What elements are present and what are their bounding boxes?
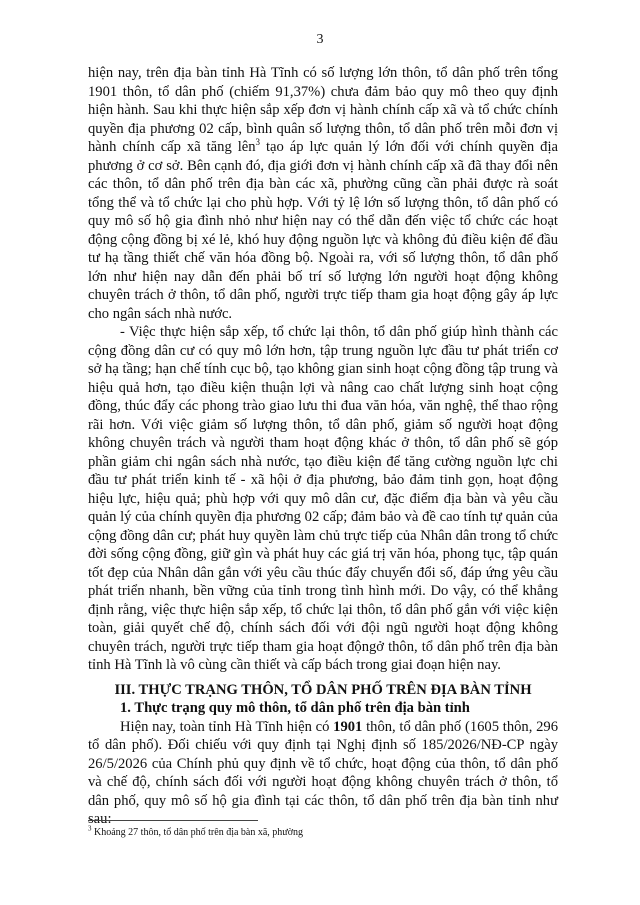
paragraph-benefits: - Việc thực hiện sắp xếp, tổ chức lại thôn, tổ dân phố giúp hình thành các cộng đồng dân cư có quy mô lớn hơn, tập trung nguồn lực đầu tư phát triển cơ sở hạ tầng; hạn chế tính cục bộ, tạo không gian sinh hoạt cộng đồng tập trung và hiệu quả hơn, tạo điều kiện thuận lợi và nâng cao chất lượng sinh hoạt cộng đồng, thúc đẩy các phong trào giao lưu thi đua văn hóa, văn nghệ, thể thao rộng rãi hơn. Với việc giảm số lượng thôn, tổ dân phố, giảm số người hoạt động không chuyên trách và người tham hoạt động khác ở thôn, tổ dân phố sẽ góp phần giảm chi ngân sách nhà nước, tạo điều kiện để tăng cường nguồn lực chi đầu tư phát triển kinh tế - xã hội ở địa phương, bảo đảm tinh gọn, hoạt động hiệu lực, hiệu quả; phù hợp với quy mô dân cư, đặc điểm địa bàn và yêu cầu quản lý của chính quyền địa phương 02 cấp; đảm bảo và đề cao tính tự quản của cộng đồng dân cư; phát huy quyền làm chủ trực tiếp của Nhân dân trong tổ chức đời sống cộng đồng, giữ gìn và phát huy các giá trị văn hóa, phong tục, tập quán tốt đẹp của Nhân dân gắn với yêu cầu thúc đẩy chuyển đổi số, đáp ứng yêu cầu phát triển nhanh, bền vững của tỉnh trong tình hình mới. Do vậy, có thể khẳng định rằng, việc thực hiện sắp xếp, tổ chức lại thôn, tổ dân phố gắn với việc kiện toàn, giải quyết chế độ, chính sách đối với đội ngũ người hoạt động không chuyên trách, người trực tiếp tham gia hoạt độngở thôn, tổ dân phố trên địa bàn tỉnh Hà Tĩnh là vô cùng cần thiết và cấp bách trong giai đoạn hiện nay. [88,324,558,673]
body-text [88,64,558,829]
current-status-text-start: Hiện nay, toàn tỉnh Hà Tĩnh hiện có [120,718,334,735]
footnote-number: 3 [88,824,92,833]
footnote-reference: 3 [255,137,261,148]
paragraph-context [88,64,558,323]
paragraph-context-part1: hiện nay, trên địa bàn tỉnh Hà Tĩnh có số lượng lớn thôn, tổ dân phố trên tổng 1901 thôn, tổ dân phố (chiếm 91,37%) chưa đảm bảo quy mô theo quy định hiện hành. Sau khi thực hiện sắp xếp đơn vị hành chính cấp xã và tổ chức chính quyền địa phương 02 cấp, bình quân số lượng thôn, tổ dân phố trên mỗi đơn vị hành chính cấp xã tăng lên [88,65,558,155]
paragraph-current-status [88,718,558,829]
section-heading: III. THỰC TRẠNG THÔN, TỔ DÂN PHỐ TRÊN ĐỊA BÀN TỈNH [114,681,532,698]
subsection-heading: 1. Thực trạng quy mô thôn, tổ dân phố trên địa bàn tỉnh [120,700,470,716]
paragraph-context-part2: tạo áp lực quản lý lớn đối với chính quyền địa phương ở cơ sở. Bên cạnh đó, địa giới đơn vị hành chính cấp xã đã thay đổi nên các thôn, tổ dân phố trên địa bàn các xã, phường cũng cần phải được rà soát tổng thể và tổ chức lại cho phù hợp. Với tỷ lệ lớn số lượng thôn, tổ dân phố có quy mô số hộ gia đình nhỏ như hiện nay có thể dẫn đến việc tổ chức các hoạt động cộng đồng bị xé lẻ, khó huy động nguồn lực và không đủ điều kiện để đầu tư hạ tầng thiết chế văn hóa đồng bộ. Ngoài ra, với số lượng thôn, tổ dân phố lớn như hiện nay dẫn đến phải bố trí số lượng lớn người hoạt động không chuyên trách ở thôn, tổ dân phố, người trực tiếp tham gia hoạt động gây áp lực cho ngân sách nhà nước. [88,139,558,322]
total-count: 1901 [333,718,363,735]
current-status-text-end: thôn, tổ dân phố (1605 thôn, 296 tổ dân phố). Đối chiếu với quy định tại Nghị định số 185/2026/NĐ-CP ngày 26/5/2026 của Chính phủ quy định về tổ chức, hoạt động của thôn, tổ dân phố và chế độ, chính sách đối với người hoạt động không chuyên trách ở thôn, tổ dân phố, quy mô số hộ gia đình tại các thôn, tổ dân phố trên địa bàn tỉnh như sau: [88,718,558,827]
page-number: 3 [316,32,324,47]
footnote-text: Khoảng 27 thôn, tổ dân phố trên địa bàn xã, phường [91,827,304,838]
footnote [88,826,558,839]
footnote-divider [88,820,258,821]
